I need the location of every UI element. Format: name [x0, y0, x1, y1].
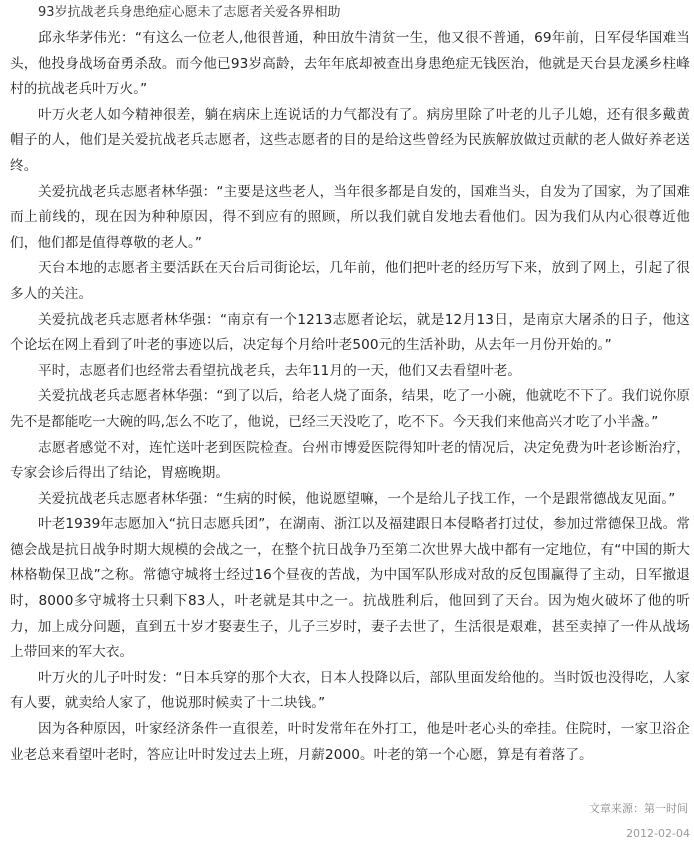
- paragraph: 叶老1939年志愿加入“抗日志愿兵团”，在湖南、浙江以及福建跟日本侵略者打过仗，参加过常德保卫战。常德会战是抗日战争时期大规模的会战之一，在整个抗日战争乃至第二次世界大战中都有一定地位，有“中国的斯大林格勒保卫战”之称。常德守城将士经过16个昼夜的苦战，为中国军队形成对敌的反包围赢得了主动，日军撤退时，8000多守城将士只剩下83人，叶老就是其中之一。抗战胜利后，他回到了天台。因为炮火破坏了他的听力，加上成分问题，直到五十岁才娶妻生子，儿子三岁时，妻子去世了，生活很是艰难，甚至卖掉了一件从战场上带回来的军大衣。: [10, 516, 690, 661]
- paragraph: 邱永华茅伟光：“有这么一位老人,他很普通，种田放牛清贫一生，他又很不普通，69年前，日军侵华国难当头，他投身战场奋勇杀敌。而今他已93岁高龄，去年年底却被查出身患绝症无钱医治，他就是天台县龙溪乡柱峰村的抗战老兵叶万火。”: [10, 30, 690, 98]
- paragraph: 关爱抗战老兵志愿者林华强：“到了以后，给老人烧了面条，结果，吃了一小碗，他就吃不下了。我们说你原先不是都能吃一大碗的吗,怎么不吃了，他说，已经三天没吃了，吃不下。今天我们来他高兴才吃了小半盏。”: [10, 388, 690, 430]
- article-source: 文章来源：第一时间: [589, 802, 688, 815]
- article: [10, 2, 690, 768]
- paragraph: 平时，志愿者们也经常去看望抗战老兵，去年11月的一天，他们又去看望叶老。: [38, 362, 522, 379]
- article-title: 93岁抗战老兵身患绝症心愿未了志愿者关爱各界相助: [38, 5, 341, 20]
- paragraph: 因为各种原因，叶家经济条件一直很差，叶时发常年在外打工，他是叶老心头的牵挂。住院时，一家卫浴企业老总来看望叶老时，答应让叶时发过去上班，月薪2000。叶老的第一个心愿，算是有着落了。: [10, 721, 690, 763]
- paragraph: 关爱抗战老兵志愿者林华强：“南京有一个1213志愿者论坛，就是12月13日，是南京大屠杀的日子，他这个论坛在网上看到了叶老的事迹以后，决定每个月给叶老500元的生活补助，从去年一月份开始的。”: [10, 311, 690, 354]
- publish-date: 2012-02-04: [626, 827, 690, 840]
- paragraph: 天台本地的志愿者主要活跃在天台后司街论坛，几年前，他们把叶老的经历写下来，放到了网上，引起了很多人的关注。: [10, 260, 690, 302]
- paragraph: 关爱抗战老兵志愿者林华强：“生病的时候，他说愿望嘛，一个是给儿子找工作，一个是跟常德战友见面。”: [38, 490, 676, 507]
- paragraph: 叶万火老人如今精神很差，躺在病床上连说话的力气都没有了。病房里除了叶老的儿子儿媳，还有很多戴黄帽子的人，他们是关爱抗战老兵志愿者，这些志愿者的目的是给这些曾经为民族解放做过贡献的老人做好养老送终。: [10, 106, 690, 174]
- paragraph: 志愿者感觉不对，连忙送叶老到医院检查。台州市博爱医院得知叶老的情况后，决定免费为叶老诊断治疗，专家会诊后得出了结论，胃癌晚期。: [10, 439, 690, 482]
- paragraph: 叶万火的儿子叶时发：“日本兵穿的那个大衣，日本人投降以后，部队里面发给他的。当时饭也没得吃，人家有人要，就卖给人家了，他说那时候卖了十二块钱。”: [10, 669, 690, 712]
- paragraph: 关爱抗战老兵志愿者林华强：“主要是这些老人，当年很多都是自发的，国难当头，自发为了国家，为了国难而上前线的，现在因为种种原因，得不到应有的照顾，所以我们就自发地去看他们。因为我们从内心很尊近他们，他们都是值得尊敬的老人。”: [10, 183, 690, 251]
